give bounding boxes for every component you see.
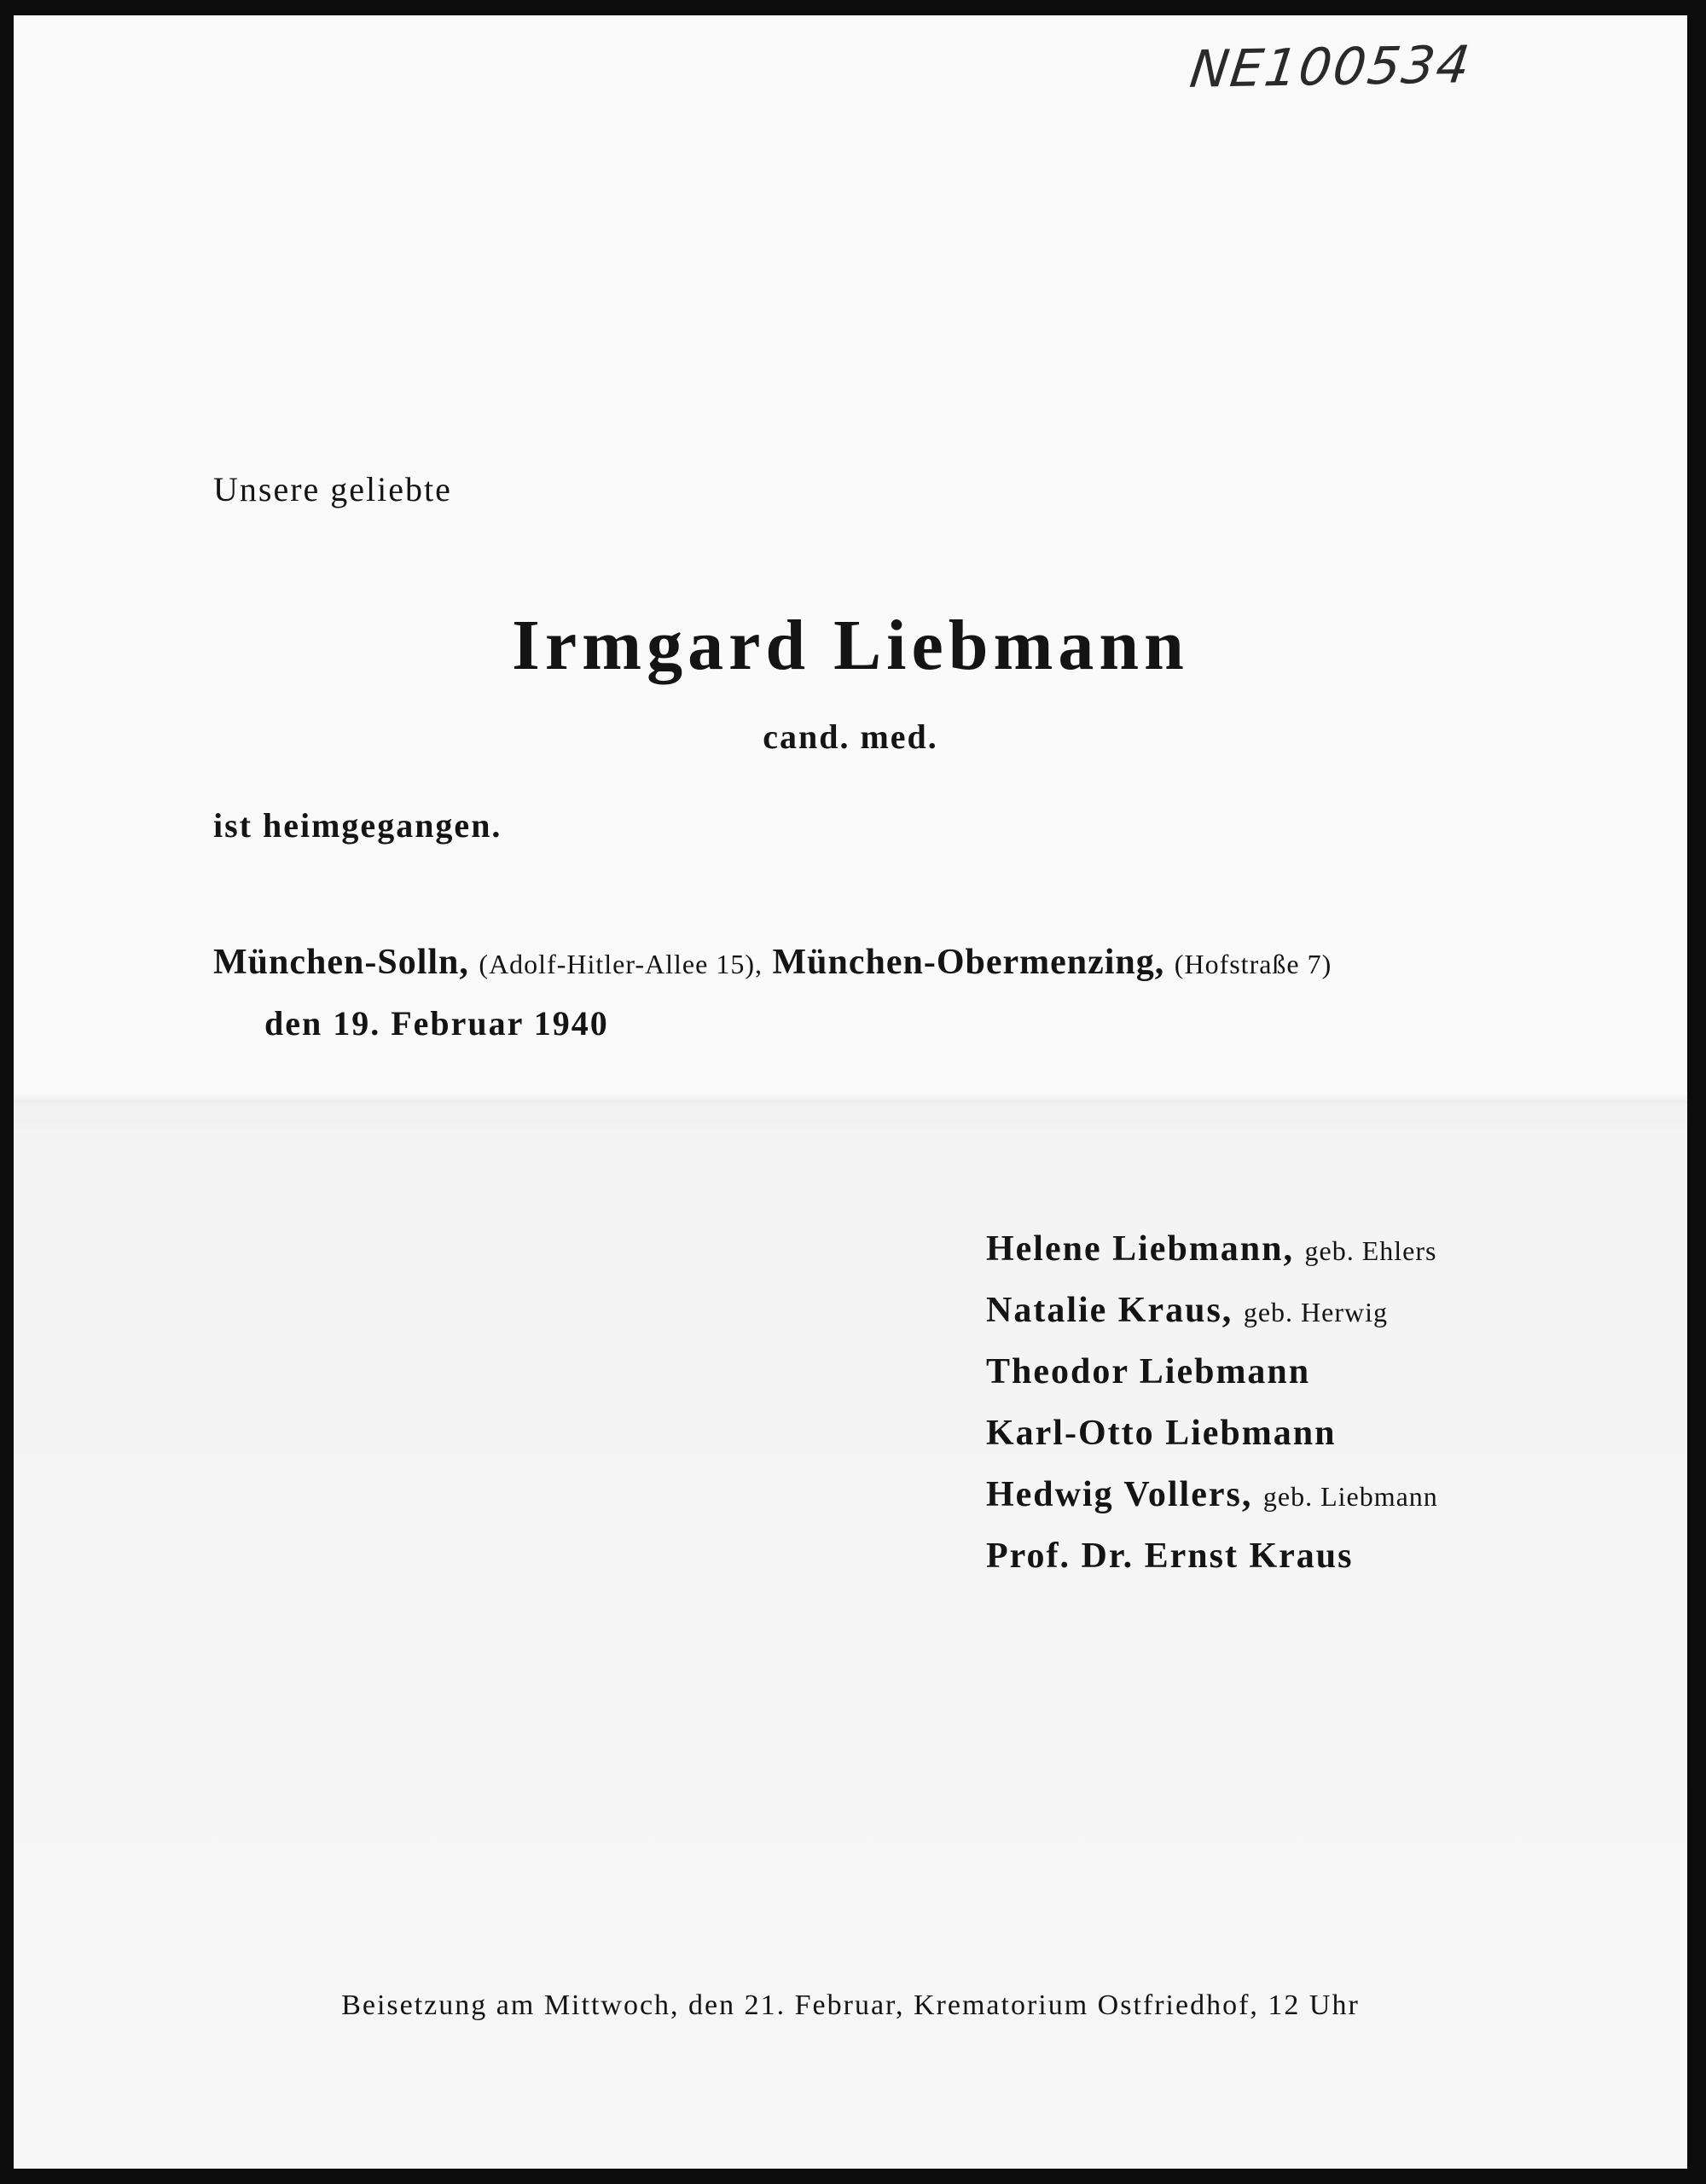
signatory: [986, 1403, 1438, 1464]
closing-phrase: ist heimgegangen.: [213, 806, 502, 845]
signatory-name: Karl-Otto Liebmann: [986, 1414, 1337, 1453]
handwritten-archive-number: NE100534: [1187, 35, 1475, 100]
signatory-maiden-name: geb. Ehlers: [1304, 1235, 1437, 1266]
signatory-maiden-name: geb. Herwig: [1243, 1297, 1388, 1327]
place-solln: München-Solln,: [213, 943, 469, 982]
signatory: [986, 1464, 1438, 1525]
opening-phrase: Unsere geliebte: [213, 470, 452, 508]
notice-date: den 19. Februar 1940: [264, 1004, 609, 1043]
place-obermenzing: München-Obermenzing,: [772, 943, 1165, 982]
funeral-details: Beisetzung am Mittwoch, den 21. Februar, Krematorium Ostfriedhof, 12 Uhr: [341, 1989, 1360, 2021]
academic-title: cand. med.: [763, 717, 938, 756]
death-notice-page: [14, 15, 1687, 2169]
signatory-name: Hedwig Vollers,: [986, 1475, 1253, 1514]
signatory: [986, 1341, 1438, 1403]
signatory-name: Prof. Dr. Ernst Kraus: [986, 1536, 1354, 1576]
signatory: [986, 1218, 1438, 1280]
signatory-name: Natalie Kraus,: [986, 1291, 1233, 1330]
signatory-name: Helene Liebmann,: [986, 1229, 1295, 1269]
signatory: [986, 1280, 1438, 1341]
signatory: [986, 1525, 1438, 1587]
deceased-name: Irmgard Liebmann: [512, 606, 1189, 685]
signatory-maiden-name: geb. Liebmann: [1262, 1481, 1438, 1512]
address-obermenzing: (Hofstraße 7): [1174, 949, 1332, 979]
address-solln: (Adolf-Hitler-Allee 15),: [479, 949, 763, 979]
signatory-name: Theodor Liebmann: [986, 1352, 1311, 1391]
paper-fold-crease: [14, 1092, 1687, 1104]
places-line: [213, 942, 1332, 983]
signatories-list: [986, 1218, 1438, 1587]
